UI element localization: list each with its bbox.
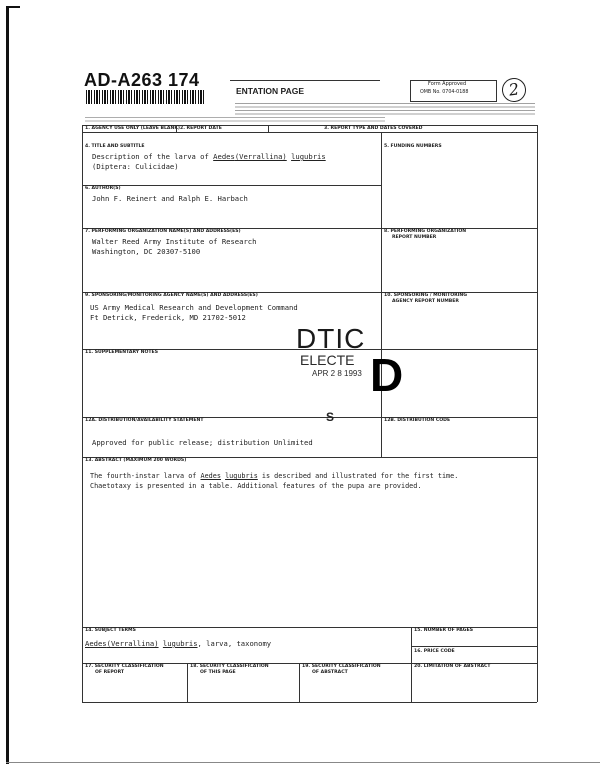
fine-print [85, 103, 537, 124]
subject-terms [85, 639, 271, 648]
title-line2: (Diptera: Culicidae) [92, 162, 179, 171]
subject-genus: Aedes [85, 639, 107, 648]
authors: John F. Reinert and Ralph E. Harbach [92, 194, 248, 203]
security-abstract-label-1: 19. SECURITY CLASSIFICATION [302, 664, 381, 669]
limitation-abstract-label: 20. LIMITATION OF ABSTRACT [414, 664, 491, 669]
title-prefix: Description of the larva of [92, 152, 209, 161]
subject-species: lugubris [162, 639, 198, 648]
block18-divider [187, 663, 188, 702]
title-line1 [92, 152, 326, 161]
agency-use-label: 1. AGENCY USE ONLY (LEAVE BLANK) [85, 126, 180, 131]
distribution-code-label: 12B. DISTRIBUTION CODE [384, 418, 451, 423]
omb-number: OMB No. 0704-0188 [420, 90, 469, 95]
row1-bottom-rule [82, 132, 537, 133]
row1-divider-2 [268, 125, 269, 132]
report-type-label: 3. REPORT TYPE AND DATES COVERED [324, 126, 423, 131]
performing-report-label-1: 8. PERFORMING ORGANIZATION [384, 229, 467, 234]
block19-divider [299, 663, 300, 702]
page-title: ENTATION PAGE [236, 86, 304, 96]
security-page-label-2: OF THIS PAGE [200, 670, 236, 675]
subject-rest: , larva, taxonomy [197, 639, 272, 648]
security-abstract-label-2: OF ABSTRACT [312, 670, 348, 675]
stamp-letter-d: D [370, 349, 404, 401]
abstract-line2: Chaetotaxy is presented in a table. Additional features of the pupa are provided. [90, 482, 422, 490]
price-code-label: 16. PRICE CODE [414, 649, 455, 654]
sponsoring-report-label-1: 10. SPONSORING / MONITORING [384, 293, 468, 298]
stamp-date: APR 2 8 1993 [312, 369, 362, 378]
subject-subgenus: (Verrallina) [106, 639, 159, 648]
performing-report-label-2: REPORT NUMBER [392, 235, 437, 240]
dtic-stamp-text: DTIC [296, 323, 366, 354]
performing-org-label: 7. PERFORMING ORGANIZATION NAME(S) AND ADDRESS(ES) [85, 229, 241, 234]
form-approved: Form Approved [428, 81, 467, 87]
abstract-post: is described and illustrated for the first time. [261, 472, 459, 480]
sponsor-line1: US Army Medical Research and Development Command [90, 303, 298, 312]
form-right-edge [537, 125, 538, 702]
title-rule [230, 80, 380, 81]
security-report-label-2: OF REPORT [95, 670, 125, 675]
org-line2: Washington, DC 20307-5100 [92, 247, 201, 256]
funding-numbers-label: 5. FUNDING NUMBERS [384, 144, 442, 149]
subject-terms-label: 14. SUBJECT TERMS [85, 628, 136, 633]
sponsoring-report-label-2: AGENCY REPORT NUMBER [392, 299, 459, 304]
sponsoring-agency-label: 9. SPONSORING/MONITORING AGENCY NAME(S) AND ADDRESS(ES) [85, 293, 258, 298]
title-subtitle-label: 4. TITLE AND SUBTITLE [85, 144, 145, 149]
abstract-label: 13. ABSTRACT (MAXIMUM 200 WORDS) [85, 458, 187, 463]
number-of-pages-label: 15. NUMBER OF PAGES [414, 628, 474, 633]
report-date-label: 2. REPORT DATE [180, 126, 222, 131]
stamp-letter-s: S [326, 410, 335, 424]
abstract-species: lugubris [225, 472, 258, 480]
block16-top-rule [411, 646, 537, 647]
block20-divider [411, 663, 412, 702]
abstract-pre: The fourth-instar larva of [90, 472, 197, 480]
abstract-line1 [90, 472, 458, 480]
right-column-divider [381, 132, 382, 457]
sponsor-line2: Ft Detrick, Frederick, MD 21702-5012 [90, 313, 246, 322]
ad-number: AD-A263 174 [84, 70, 200, 90]
electe-stamp-text: ELECTE [300, 352, 355, 368]
title-subgenus: (Verrallina) [234, 152, 287, 161]
security-page-label-1: 18. SECURITY CLASSIFICATION [190, 664, 269, 669]
title-species: lugubris [291, 152, 326, 161]
distribution-statement-label: 12A. DISTRIBUTION/AVAILABILITY STATEMENT [85, 418, 204, 423]
left-margin-bar [6, 6, 9, 764]
form-bottom-rule [82, 702, 537, 703]
page-number-handwritten: 2 [500, 76, 527, 103]
distribution-statement: Approved for public release; distribution Unlimited [92, 438, 313, 447]
abstract-genus: Aedes [200, 472, 221, 480]
bottom-margin-line [6, 762, 600, 763]
authors-label: 6. AUTHOR(S) [85, 186, 121, 191]
security-report-label-1: 17. SECURITY CLASSIFICATION [85, 664, 164, 669]
row1-divider-1 [176, 125, 177, 132]
form-left-edge [82, 125, 83, 702]
barcode [86, 90, 204, 104]
supplementary-notes-label: 11. SUPPLEMENTARY NOTES [85, 350, 159, 355]
top-margin-tick [6, 6, 20, 8]
title-genus: Aedes [213, 152, 235, 161]
block15-divider [411, 627, 412, 663]
block6-top-rule [82, 185, 381, 186]
org-line1: Walter Reed Army Institute of Research [92, 237, 257, 246]
